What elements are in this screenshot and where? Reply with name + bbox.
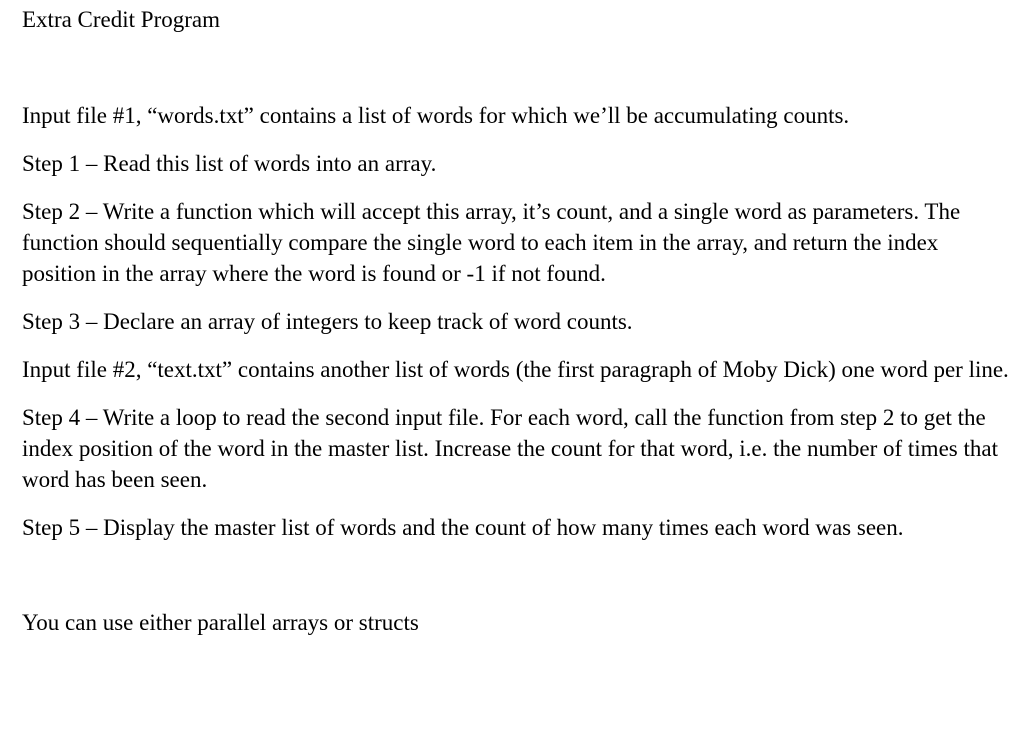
closing-note: You can use either parallel arrays or structs [22, 610, 419, 635]
paragraph-step-2: Step 2 – Write a function which will accept this array, it’s count, and a single word as parameters. The function should sequentially compare the single word to each item in the array, and return the index position in the array where the word is found or -1 if not found. [22, 199, 961, 286]
document-page [22, 4, 1012, 638]
paragraph-step-3: Step 3 – Declare an array of integers to keep track of word counts. [22, 309, 633, 334]
paragraph-step-1: Step 1 – Read this list of words into an array. [22, 151, 437, 176]
document-title: Extra Credit Program [22, 7, 221, 32]
paragraph-step-4: Step 4 – Write a loop to read the second input file. For each word, call the function from step 2 to get the index position of the word in the master list. Increase the count for that word, i.e. the number of times that word has been seen. [22, 405, 998, 492]
paragraph-input-file-1: Input file #1, “words.txt” contains a list of words for which we’ll be accumulating counts. [22, 103, 850, 128]
paragraph-step-5: Step 5 – Display the master list of words and the count of how many times each word was seen. [22, 515, 904, 540]
paragraph-input-file-2: Input file #2, “text.txt” contains another list of words (the first paragraph of Moby Dick) one word per line. [22, 357, 1009, 382]
